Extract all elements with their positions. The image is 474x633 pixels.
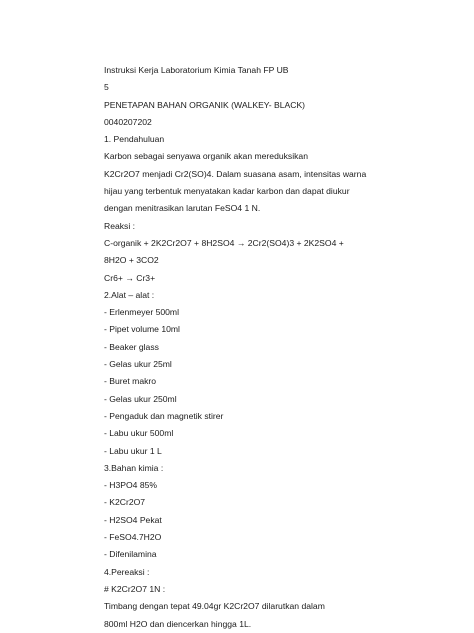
list-item: - Pengaduk dan magnetik stirer (104, 410, 224, 421)
heading-pereaksi: 4.Pereaksi : (104, 566, 150, 577)
document-title: Instruksi Kerja Laboratorium Kimia Tanah FP UB (104, 65, 289, 75)
heading-bahan-kimia: 3.Bahan kimia : (104, 462, 164, 473)
list-item: - H2SO4 Pekat (104, 514, 162, 525)
section-heading: PENETAPAN BAHAN ORGANIK (WALKEY- BLACK) (104, 99, 306, 110)
paragraph-line: 800ml H2O dan diencerkan hingga 1L. (104, 618, 252, 629)
paragraph-line: dengan menitrasikan larutan FeSO4 1 N. (104, 203, 261, 214)
heading-alat: 2.Alat – alat : (104, 289, 155, 300)
reagent-heading: # K2Cr2O7 1N : (104, 583, 166, 594)
list-item: - Labu ukur 1 L (104, 445, 162, 456)
heading-pendahuluan: 1. Pendahuluan (104, 134, 165, 145)
reaction-line: 8H2O + 3CO2 (104, 255, 159, 266)
list-item: - Difenilamina (104, 549, 157, 560)
paragraph-line: K2Cr2O7 menjadi Cr2(SO)4. Dalam suasana asam, intensitas warna (104, 168, 367, 179)
reaction-line: Cr6+ → Cr3+ (104, 272, 156, 283)
paragraph-line: Karbon sebagai senyawa organik akan mereduksikan (104, 151, 308, 162)
list-item: - H3PO4 85% (104, 480, 158, 491)
list-item: - Labu ukur 500ml (104, 428, 174, 439)
list-item: - Erlenmeyer 500ml (104, 307, 179, 318)
list-item: - K2Cr2O7 (104, 497, 146, 508)
document-body (104, 62, 464, 633)
list-item: - Gelas ukur 25ml (104, 359, 172, 370)
list-item: - Gelas ukur 250ml (104, 393, 177, 404)
list-item: - FeSO4.7H2O (104, 532, 162, 543)
list-item: - Buret makro (104, 376, 157, 387)
paragraph-line: Timbang dengan tepat 49.04gr K2Cr2O7 dilarutkan dalam (104, 601, 325, 612)
list-item: - Pipet volume 10ml (104, 324, 180, 335)
paragraph-line: hijau yang terbentuk menyatakan kadar karbon dan dapat diukur (104, 186, 350, 197)
page-number: 5 (104, 82, 109, 93)
reaction-line: C-organik + 2K2Cr2O7 + 8H2SO4 → 2Cr2(SO4)3 + 2K2SO4 + (104, 237, 344, 248)
list-item: - Beaker glass (104, 341, 159, 352)
document-code: 0040207202 (104, 116, 152, 127)
heading-reaksi: Reaksi : (104, 220, 136, 231)
